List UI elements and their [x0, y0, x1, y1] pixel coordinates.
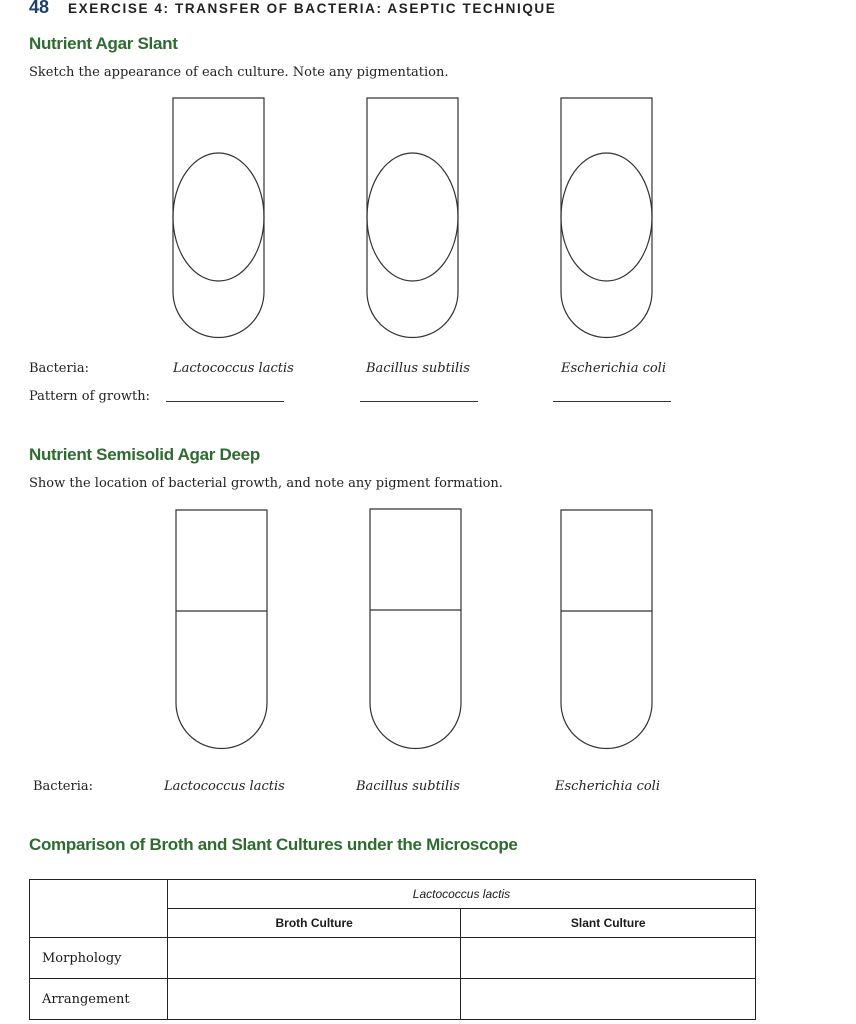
slant-instruction: Sketch the appearance of each culture. Note any pigmentation. [29, 65, 449, 80]
slant-tube-bacillus[interactable] [367, 98, 458, 338]
cell-arrangement-broth[interactable] [167, 979, 461, 1020]
slant-bacteria-label: Bacteria: [29, 361, 90, 376]
comparison-section-title: Comparison of Broth and Slant Cultures under the Microscope [29, 835, 518, 854]
column-broth-culture: Broth Culture [167, 909, 461, 938]
deep-section-title: Nutrient Semisolid Agar Deep [29, 445, 260, 464]
deep-bacteria-label: Bacteria: [33, 779, 94, 794]
slant-species-bacillus: Bacillus subtilis [366, 361, 470, 376]
row-label-morphology: Morphology [30, 938, 168, 979]
slant-tube-escherichia[interactable] [561, 98, 652, 338]
cell-morphology-broth[interactable] [167, 938, 461, 979]
table-header-row [30, 880, 756, 909]
pattern-blank-bacillus[interactable] [360, 401, 478, 402]
cell-morphology-slant[interactable] [461, 938, 756, 979]
slant-section-title: Nutrient Agar Slant [29, 34, 178, 53]
slant-species-escherichia: Escherichia coli [561, 361, 666, 376]
comparison-table [29, 879, 756, 1020]
page-number: 48 [29, 0, 50, 17]
slant-species-lactococcus: Lactococcus lactis [173, 361, 294, 376]
table-corner-cell [30, 880, 168, 938]
cell-arrangement-slant[interactable] [461, 979, 756, 1020]
row-label-arrangement: Arrangement [30, 979, 168, 1020]
deep-tube-escherichia[interactable] [561, 510, 652, 749]
table-species-header: Lactococcus lactis [167, 880, 755, 909]
running-title: EXERCISE 4: TRANSFER OF BACTERIA: ASEPTIC TECHNIQUE [68, 1, 557, 16]
pattern-of-growth-label: Pattern of growth: [29, 389, 151, 404]
table-row [30, 979, 756, 1020]
deep-tube-bacillus[interactable] [370, 509, 461, 749]
column-slant-culture: Slant Culture [461, 909, 756, 938]
deep-species-escherichia: Escherichia coli [555, 779, 660, 794]
table-row [30, 938, 756, 979]
deep-instruction: Show the location of bacterial growth, and note any pigment formation. [29, 476, 503, 491]
deep-species-lactococcus: Lactococcus lactis [164, 779, 285, 794]
deep-species-bacillus: Bacillus subtilis [356, 779, 460, 794]
deep-tube-lactococcus[interactable] [176, 510, 267, 749]
slant-tube-lactococcus[interactable] [173, 98, 264, 338]
pattern-blank-lactococcus[interactable] [166, 401, 284, 402]
pattern-blank-escherichia[interactable] [553, 401, 671, 402]
